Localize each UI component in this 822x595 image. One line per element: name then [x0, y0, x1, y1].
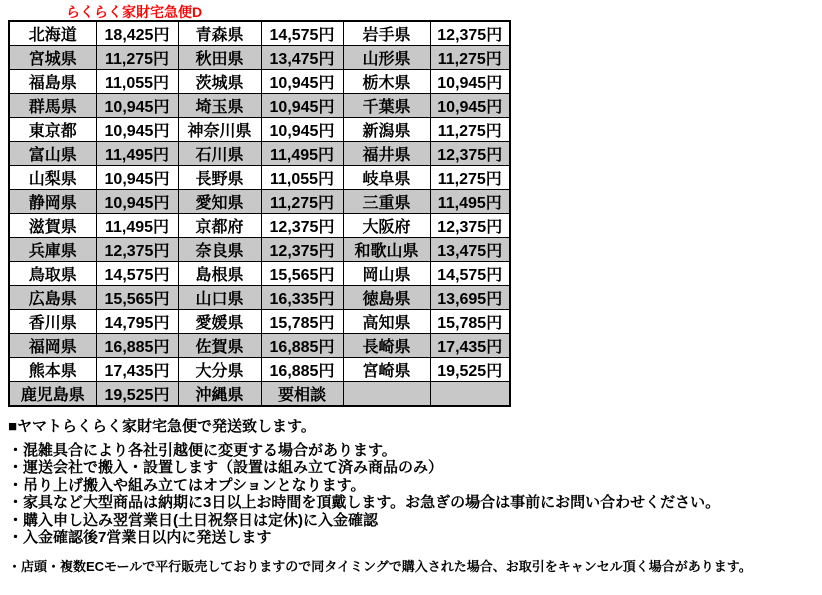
table-row: [9, 286, 510, 310]
price-cell: 10,945円: [261, 118, 343, 142]
prefecture-cell: 大阪府: [343, 214, 430, 238]
price-cell: 13,475円: [430, 238, 510, 262]
prefecture-cell: 島根県: [178, 262, 261, 286]
price-cell: 12,375円: [430, 142, 510, 166]
price-cell: 15,565円: [261, 262, 343, 286]
prefecture-cell: 新潟県: [343, 118, 430, 142]
price-cell: 16,885円: [261, 358, 343, 382]
prefecture-cell: [343, 382, 430, 407]
prefecture-cell: 山形県: [343, 46, 430, 70]
table-row: [9, 382, 510, 407]
price-cell: 19,525円: [96, 382, 178, 407]
table-row: [9, 358, 510, 382]
prefecture-cell: 熊本県: [9, 358, 96, 382]
price-cell: 16,885円: [96, 334, 178, 358]
prefecture-cell: 鹿児島県: [9, 382, 96, 407]
price-cell: 10,945円: [96, 94, 178, 118]
shipping-table-body: [9, 21, 510, 406]
price-cell: 10,945円: [430, 70, 510, 94]
prefecture-cell: 栃木県: [343, 70, 430, 94]
price-cell: 10,945円: [261, 94, 343, 118]
prefecture-cell: 京都府: [178, 214, 261, 238]
price-cell: 18,425円: [96, 21, 178, 46]
prefecture-cell: 千葉県: [343, 94, 430, 118]
table-row: [9, 334, 510, 358]
price-cell: 14,575円: [96, 262, 178, 286]
price-cell: 11,495円: [430, 190, 510, 214]
prefecture-cell: 北海道: [9, 21, 96, 46]
price-cell: 11,275円: [430, 118, 510, 142]
prefecture-cell: 高知県: [343, 310, 430, 334]
prefecture-cell: 香川県: [9, 310, 96, 334]
prefecture-cell: 鳥取県: [9, 262, 96, 286]
table-row: [9, 142, 510, 166]
price-cell: 14,795円: [96, 310, 178, 334]
price-cell: 11,495円: [261, 142, 343, 166]
price-cell: 10,945円: [261, 70, 343, 94]
note-bullet: ・入金確認後7営業日以内に発送します: [8, 529, 272, 547]
price-cell: 14,575円: [261, 21, 343, 46]
prefecture-cell: 山梨県: [9, 166, 96, 190]
prefecture-cell: 和歌山県: [343, 238, 430, 262]
note-bullet: ・吊り上げ搬入や組み立てはオプションとなります。: [8, 476, 366, 494]
prefecture-cell: 福井県: [343, 142, 430, 166]
prefecture-cell: 佐賀県: [178, 334, 261, 358]
prefecture-cell: 茨城県: [178, 70, 261, 94]
price-cell: 10,945円: [96, 166, 178, 190]
price-cell: 11,495円: [96, 142, 178, 166]
price-cell: 要相談: [261, 382, 343, 407]
prefecture-cell: 兵庫県: [9, 238, 96, 262]
price-cell: 10,945円: [430, 94, 510, 118]
price-cell: 11,275円: [261, 190, 343, 214]
table-row: [9, 94, 510, 118]
price-cell: 13,695円: [430, 286, 510, 310]
price-cell: 11,275円: [430, 46, 510, 70]
table-row: [9, 262, 510, 286]
prefecture-cell: 岩手県: [343, 21, 430, 46]
note-bullet: ・運送会社で搬入・設置します（設置は組み立て済み商品のみ）: [8, 459, 444, 477]
table-row: [9, 310, 510, 334]
prefecture-cell: 東京都: [9, 118, 96, 142]
prefecture-cell: 徳島県: [343, 286, 430, 310]
prefecture-cell: 広島県: [9, 286, 96, 310]
price-cell: 15,785円: [261, 310, 343, 334]
fine-print-note: ・店頭・複数ECモールで平行販売しておりますので同タイミングで購入された場合、お取引をキャンセル頂く場合があります。: [8, 559, 752, 574]
prefecture-cell: 山口県: [178, 286, 261, 310]
prefecture-cell: 長崎県: [343, 334, 430, 358]
table-row: [9, 70, 510, 94]
shipping-fee-table: [8, 20, 511, 407]
prefecture-cell: 宮崎県: [343, 358, 430, 382]
price-cell: 13,475円: [261, 46, 343, 70]
table-row: [9, 214, 510, 238]
prefecture-cell: 岐阜県: [343, 166, 430, 190]
notes-heading: ■ヤマトらくらく家財宅急便で発送致します。: [8, 418, 316, 435]
price-cell: 10,945円: [96, 190, 178, 214]
price-cell: 16,335円: [261, 286, 343, 310]
price-cell: 17,435円: [430, 334, 510, 358]
price-cell: 14,575円: [430, 262, 510, 286]
prefecture-cell: 福島県: [9, 70, 96, 94]
price-cell: 11,495円: [96, 214, 178, 238]
price-cell: 12,375円: [430, 21, 510, 46]
note-bullet: ・購入申し込み翌営業日(土日祝祭日は定休)に入金確認: [8, 511, 378, 529]
table-title: らくらく家財宅急便D: [66, 4, 203, 20]
prefecture-cell: 愛知県: [178, 190, 261, 214]
prefecture-cell: 秋田県: [178, 46, 261, 70]
price-cell: 17,435円: [96, 358, 178, 382]
price-cell: 12,375円: [261, 238, 343, 262]
prefecture-cell: 富山県: [9, 142, 96, 166]
prefecture-cell: 群馬県: [9, 94, 96, 118]
note-bullet: ・混雑具合により各社引越便に変更する場合があります。: [8, 442, 397, 459]
table-row: [9, 21, 510, 46]
price-cell: 11,055円: [96, 70, 178, 94]
prefecture-cell: 三重県: [343, 190, 430, 214]
prefecture-cell: 大分県: [178, 358, 261, 382]
prefecture-cell: 愛媛県: [178, 310, 261, 334]
prefecture-cell: 長野県: [178, 166, 261, 190]
prefecture-cell: 石川県: [178, 142, 261, 166]
prefecture-cell: 奈良県: [178, 238, 261, 262]
price-cell: 11,275円: [430, 166, 510, 190]
price-cell: 12,375円: [96, 238, 178, 262]
prefecture-cell: 沖縄県: [178, 382, 261, 407]
price-cell: 19,525円: [430, 358, 510, 382]
price-cell: 15,565円: [96, 286, 178, 310]
prefecture-cell: 埼玉県: [178, 94, 261, 118]
table-row: [9, 166, 510, 190]
prefecture-cell: 岡山県: [343, 262, 430, 286]
price-cell: 15,785円: [430, 310, 510, 334]
prefecture-cell: 福岡県: [9, 334, 96, 358]
prefecture-cell: 青森県: [178, 21, 261, 46]
price-cell: 12,375円: [430, 214, 510, 238]
table-row: [9, 190, 510, 214]
prefecture-cell: 静岡県: [9, 190, 96, 214]
price-cell: 11,275円: [96, 46, 178, 70]
table-row: [9, 46, 510, 70]
price-cell: 12,375円: [261, 214, 343, 238]
prefecture-cell: 滋賀県: [9, 214, 96, 238]
prefecture-cell: 神奈川県: [178, 118, 261, 142]
notes-bullets: [8, 442, 720, 546]
price-cell: 10,945円: [96, 118, 178, 142]
price-cell: [430, 382, 510, 407]
table-row: [9, 238, 510, 262]
note-bullet: ・家具など大型商品は納期に3日以上お時間を頂戴します。お急ぎの場合は事前にお問い合わせください。: [8, 494, 721, 512]
table-row: [9, 118, 510, 142]
price-cell: 16,885円: [261, 334, 343, 358]
prefecture-cell: 宮城県: [9, 46, 96, 70]
price-cell: 11,055円: [261, 166, 343, 190]
